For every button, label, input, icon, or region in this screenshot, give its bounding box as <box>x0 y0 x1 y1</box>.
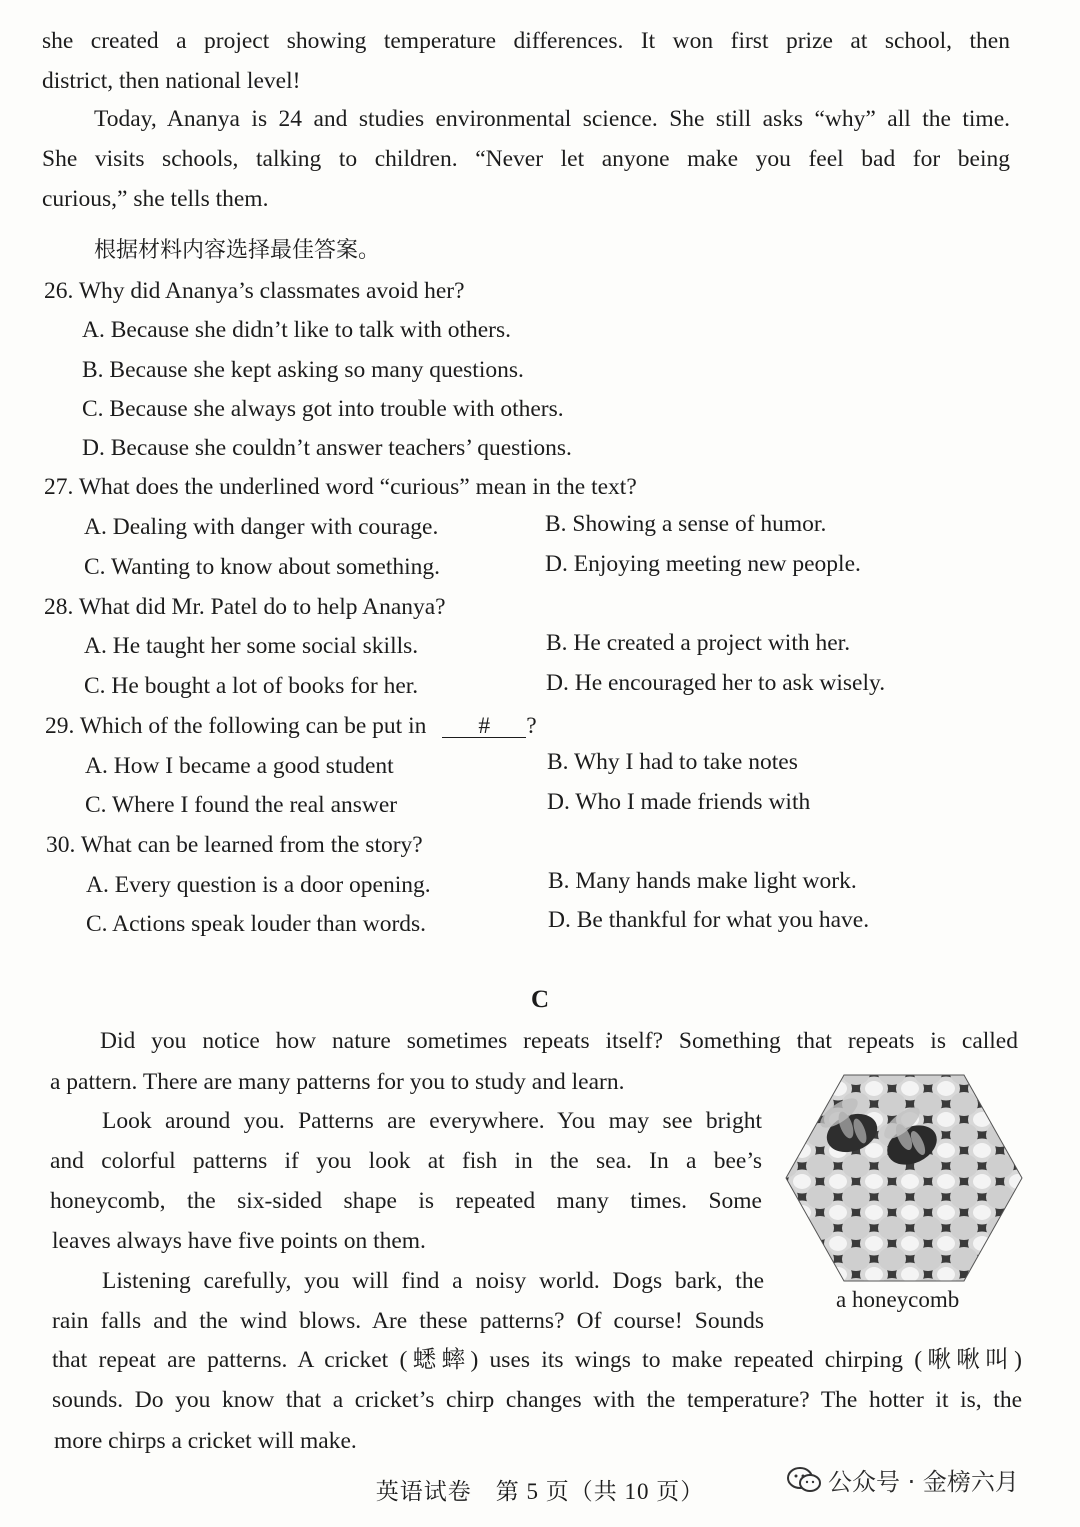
passage-line: leaves always have five points on them. <box>52 1228 426 1254</box>
option-28b[interactable]: B. He created a project with her. <box>546 630 851 656</box>
passage-line: she created a project showing temperature differences. It won first prize at school, then <box>42 28 1010 54</box>
passage-line: a pattern. There are many patterns for you to study and learn. <box>50 1069 625 1095</box>
passage-line: rain falls and the wind blows. Are these patterns? Of course! Sounds <box>52 1308 764 1334</box>
option-29b[interactable]: B. Why I had to take notes <box>547 749 798 775</box>
option-30c[interactable]: C. Actions speak louder than words. <box>86 911 427 937</box>
question-28-stem: 28. What did Mr. Patel do to help Ananya? <box>44 594 446 620</box>
section-heading: C <box>530 986 550 1013</box>
option-27a[interactable]: A. Dealing with danger with courage. <box>84 514 439 540</box>
passage-line: Listening carefully, you will find a noisy world. Dogs bark, the <box>102 1268 764 1294</box>
image-caption: a honeycomb <box>836 1287 960 1312</box>
passage-line: Today, Ananya is 24 and studies environmental science. She still asks “why” all the time. <box>94 106 1010 132</box>
question-26-stem: 26. Why did Ananya’s classmates avoid her? <box>44 278 465 304</box>
option-30b[interactable]: B. Many hands make light work. <box>548 868 857 894</box>
question-27-stem: 27. What does the underlined word “curious” mean in the text? <box>44 474 637 500</box>
answer-blank: # <box>442 715 526 738</box>
passage-line: more chirps a cricket will make. <box>54 1428 357 1454</box>
question-29-stem: 29. Which of the following can be put in <box>45 713 427 739</box>
watermark-text: 公众号 · 金榜六月 <box>828 1468 1019 1496</box>
passage-line: honeycomb, the six-sided shape is repeated many times. Some <box>50 1188 762 1214</box>
option-27b[interactable]: B. Showing a sense of humor. <box>545 511 827 537</box>
wechat-icon <box>786 1466 822 1494</box>
question-29-stem-end: ? <box>526 713 537 739</box>
honeycomb-image <box>784 1073 1024 1283</box>
watermark <box>786 1462 1019 1497</box>
option-30a[interactable]: A. Every question is a door opening. <box>86 872 431 898</box>
option-28c[interactable]: C. He bought a lot of books for her. <box>84 673 419 699</box>
question-30-stem: 30. What can be learned from the story? <box>46 832 423 858</box>
passage-line: and colorful patterns if you look at fish in the sea. In a bee’s <box>50 1148 762 1174</box>
option-30d[interactable]: D. Be thankful for what you have. <box>548 907 870 933</box>
passage-line: She visits schools, talking to children. “Never let anyone make you feel bad for being <box>42 146 1010 172</box>
option-26c[interactable]: C. Because she always got into trouble with others. <box>82 396 564 422</box>
option-26b[interactable]: B. Because she kept asking so many questions. <box>82 357 524 383</box>
option-29c[interactable]: C. Where I found the real answer <box>85 792 398 818</box>
passage-line: Did you notice how nature sometimes repeats itself? Something that repeats is called <box>100 1028 1018 1054</box>
option-27d[interactable]: D. Enjoying meeting new people. <box>545 551 861 577</box>
question-29-stem-wrap <box>45 711 537 741</box>
option-28a[interactable]: A. He taught her some social skills. <box>84 633 419 659</box>
option-29a[interactable]: A. How I became a good student <box>85 753 394 779</box>
passage-line: district, then national level! <box>42 68 301 94</box>
passage-line: that repeat are patterns. A cricket (蟋蟀) uses its wings to make repeated chirping (啾啾叫) <box>52 1347 1022 1373</box>
option-29d[interactable]: D. Who I made friends with <box>547 789 811 815</box>
instruction: 根据材料内容选择最佳答案。 <box>94 238 381 263</box>
option-26a[interactable]: A. Because she didn’t like to talk with others. <box>82 317 512 343</box>
option-27c[interactable]: C. Wanting to know about something. <box>84 554 441 580</box>
passage-line: Look around you. Patterns are everywhere. You may see bright <box>102 1108 762 1134</box>
passage-line: sounds. Do you know that a cricket’s chirp changes with the temperature? The hotter it is, the <box>52 1387 1022 1413</box>
option-26d[interactable]: D. Because she couldn’t answer teachers’ questions. <box>82 435 572 461</box>
page-footer: 英语试卷 第 5 页（共 10 页） <box>375 1479 705 1504</box>
option-28d[interactable]: D. He encouraged her to ask wisely. <box>546 670 886 696</box>
passage-line: curious,” she tells them. <box>42 186 269 212</box>
